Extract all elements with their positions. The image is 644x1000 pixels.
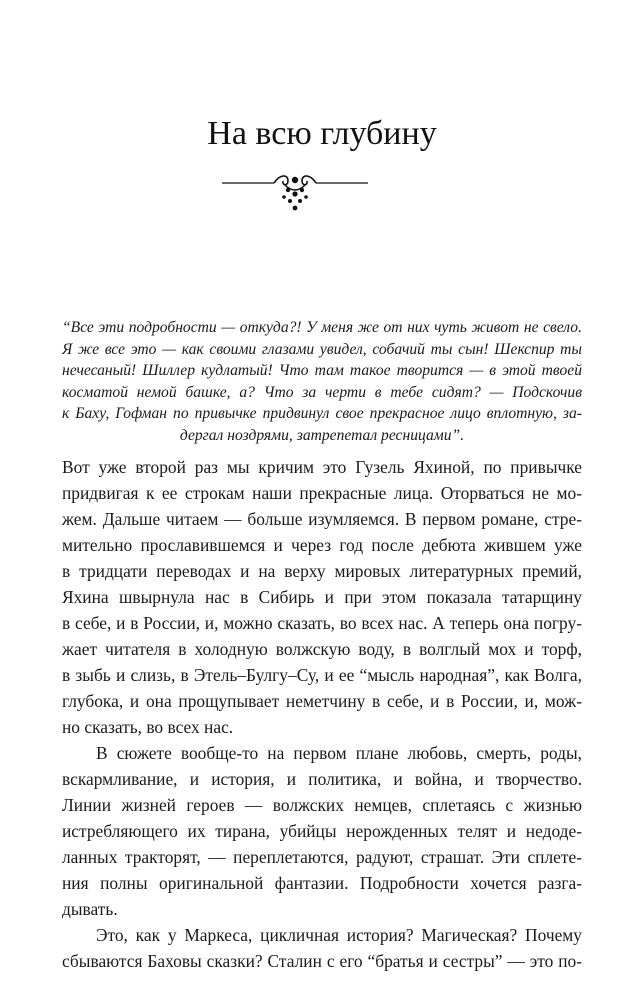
body-line: глубока, и она прощупывает неметчину в себе, и в России, и, мож- [62,691,582,711]
body-line: Это, как у Маркеса, цикличная история? Магическая? Почему [96,925,582,945]
body-line: придвигая к ее строкам наши прекрасные лица. Оторваться не мо- [62,483,582,503]
body-line: в себе, и в России, и, можно сказать, во всех нас. А теперь она погру- [62,613,582,633]
body-line: Яхина швырнула нас в Сибирь и при этом показала татарщину [62,587,582,607]
body-line: в тридцати переводах и на верху мировых литературных премий, [62,561,582,581]
decorative-flourish-icon [222,170,368,214]
epigraph [62,317,582,446]
body-line: жает читателя в холодную волжскую воду, в волглый мох и торф, [62,639,582,659]
chapter-title: На всю глубину [207,115,437,152]
body-line: но сказать, во всех нас. [62,717,234,737]
body-line: истребляющего их тирана, убийцы нерожденных телят и недоде- [62,821,582,841]
body-line: В сюжете вообще-то на первом плане любовь, смерть, роды, [96,743,582,763]
epigraph-line: к Баху, Гофман по привычке придвинул свое прекрасное лицо вплотную, за- [62,405,582,422]
body-line: мительно прославившемся и через год после дебюта жившем уже [62,535,582,555]
body-line: вскармливание, и история, и политика, и война, и творчество. [62,769,582,789]
epigraph-line: Я же все это — как своими глазами увидел, собачий ты сын! Шекспир ты [62,340,582,358]
epigraph-line: “Все эти подробности — откуда?! У меня же от них чуть живот не свело. [62,319,582,336]
body-line: ланных тракторят, — переплетаются, радуют, страшат. Эти сплете- [62,847,582,867]
body-line: дывать. [62,899,118,919]
epigraph-line: дергал ноздрями, затрепетал ресницами”. [179,426,465,444]
body-text [62,454,582,974]
body-line: Линии жизней героев — волжских немцев, сплетаясь с жизнью [62,795,582,815]
body-line: жем. Дальше читаем — больше изумляемся. В первом романе, стре- [62,509,582,529]
body-line: в зыбь и слизь, в Этель–Булгу–Су, и ее “мысль народная”, как Волга, [62,665,582,685]
body-line: сбываются Баховы сказки? Сталин с его “братья и сестры” — это по- [62,951,582,971]
body-line: ния полны оригинальной фантазии. Подробности хочется разга- [62,873,582,893]
epigraph-line: нечесаный! Шиллер кудлатый! Что там такое творится — в этой твоей [62,362,582,379]
body-line: Вот уже второй раз мы кричим это Гузель Яхиной, по привычке [62,457,582,477]
epigraph-line: косматой немой башке, а? Что за черти в тебе сидят? — Подскочив [62,383,582,401]
